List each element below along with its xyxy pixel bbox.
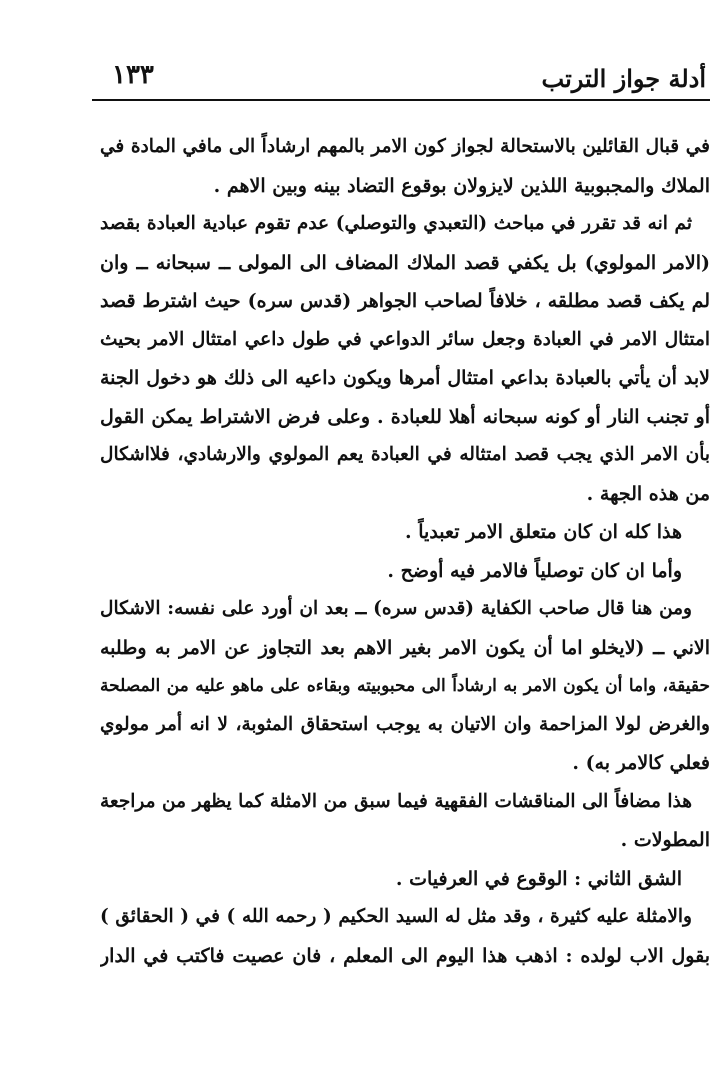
text-line-17: فعلي كالامر به) . bbox=[572, 752, 710, 774]
text-line-10: من هذه الجهة . bbox=[586, 482, 710, 505]
text-line-9: بأن الامر الذي يجب قصد امتثاله في العبادة يعم المولوي والارشادي، فلااشكال bbox=[100, 444, 710, 465]
text-line-13: ومن هنا قال صاحب الكفاية (قدس سره) ــ بعد ان أورد على نفسه: الاشكال bbox=[100, 598, 692, 619]
text-line-1: في قبال القائلين بالاستحالة لجواز كون الامر بالمهم ارشاداً الى مافي المادة في bbox=[100, 136, 710, 157]
text-line-22: بقول الاب لولده : اذهب هذا اليوم الى المعلم ، فان عصيت فاكتب في الدار bbox=[100, 944, 710, 967]
text-line-21: والامثلة عليه كثيرة ، وقد مثل له السيد الحكيم ( رحمه الله ) في ( الحقائق ) bbox=[100, 906, 692, 927]
running-title: أدلة جواز الترتب bbox=[541, 64, 706, 93]
text-line-6: امتثال الامر في العبادة وجعل سائر الدواعي في طول داعي امتثال الامر بحيث bbox=[100, 328, 710, 350]
text-line-20: الشق الثاني : الوقوع في العرفيات . bbox=[395, 867, 682, 890]
body-text bbox=[100, 128, 710, 975]
text-line-8: أو تجنب النار أو كونه سبحانه أهلا للعبادة . وعلى فرض الاشتراط يمكن القول bbox=[100, 405, 710, 428]
text-line-7: لابد أن يأتي بالعبادة بداعي امتثال أمرها ويكون داعيه الى ذلك هو دخول الجنة bbox=[100, 367, 710, 389]
header-rule bbox=[92, 99, 710, 101]
text-line-5: لم يكف قصد مطلقه ، خلافاً لصاحب الجواهر (قدس سره) حيث اشترط قصد bbox=[100, 290, 710, 312]
text-line-12: وأما ان كان توصلياً فالامر فيه أوضح . bbox=[387, 559, 682, 582]
text-line-19: المطولات . bbox=[620, 829, 710, 851]
running-header bbox=[92, 58, 710, 98]
text-line-16: والغرض لولا المزاحمة وان الاتيان به يوجب استحقاق المثوبة، لا انه أمر مولوي bbox=[100, 713, 710, 735]
page-number: ١٣٣ bbox=[112, 60, 154, 90]
text-line-14: الاني ــ (لايخلو اما أن يكون الامر بغير الاهم بعد التجاوز عن الامر به وطلبه bbox=[100, 636, 710, 659]
text-line-11: هذا كله ان كان متعلق الامر تعبدياً . bbox=[405, 521, 682, 543]
text-line-18: هذا مضافاً الى المناقشات الفقهية فيما سبق من الامثلة كما يظهر من مراجعة bbox=[100, 790, 692, 812]
text-line-2: الملاك والمجبوبية اللذين لايزولان بوقوع التضاد بينه وبين الاهم . bbox=[213, 174, 710, 197]
text-line-4: (الامر المولوي) بل يكفي قصد الملاك المضاف الى المولى ــ سبحانه ــ وان bbox=[100, 251, 710, 274]
text-line-3: ثم انه قد تقرر في مباحث (التعبدي والتوصلي) عدم تقوم عبادية العبادة بقصد bbox=[100, 213, 692, 234]
text-line-15: حقيقة، واما أن يكون الامر به ارشاداً الى محبوبيته وبقاءه على ماهو عليه من المصلحة bbox=[100, 676, 710, 696]
